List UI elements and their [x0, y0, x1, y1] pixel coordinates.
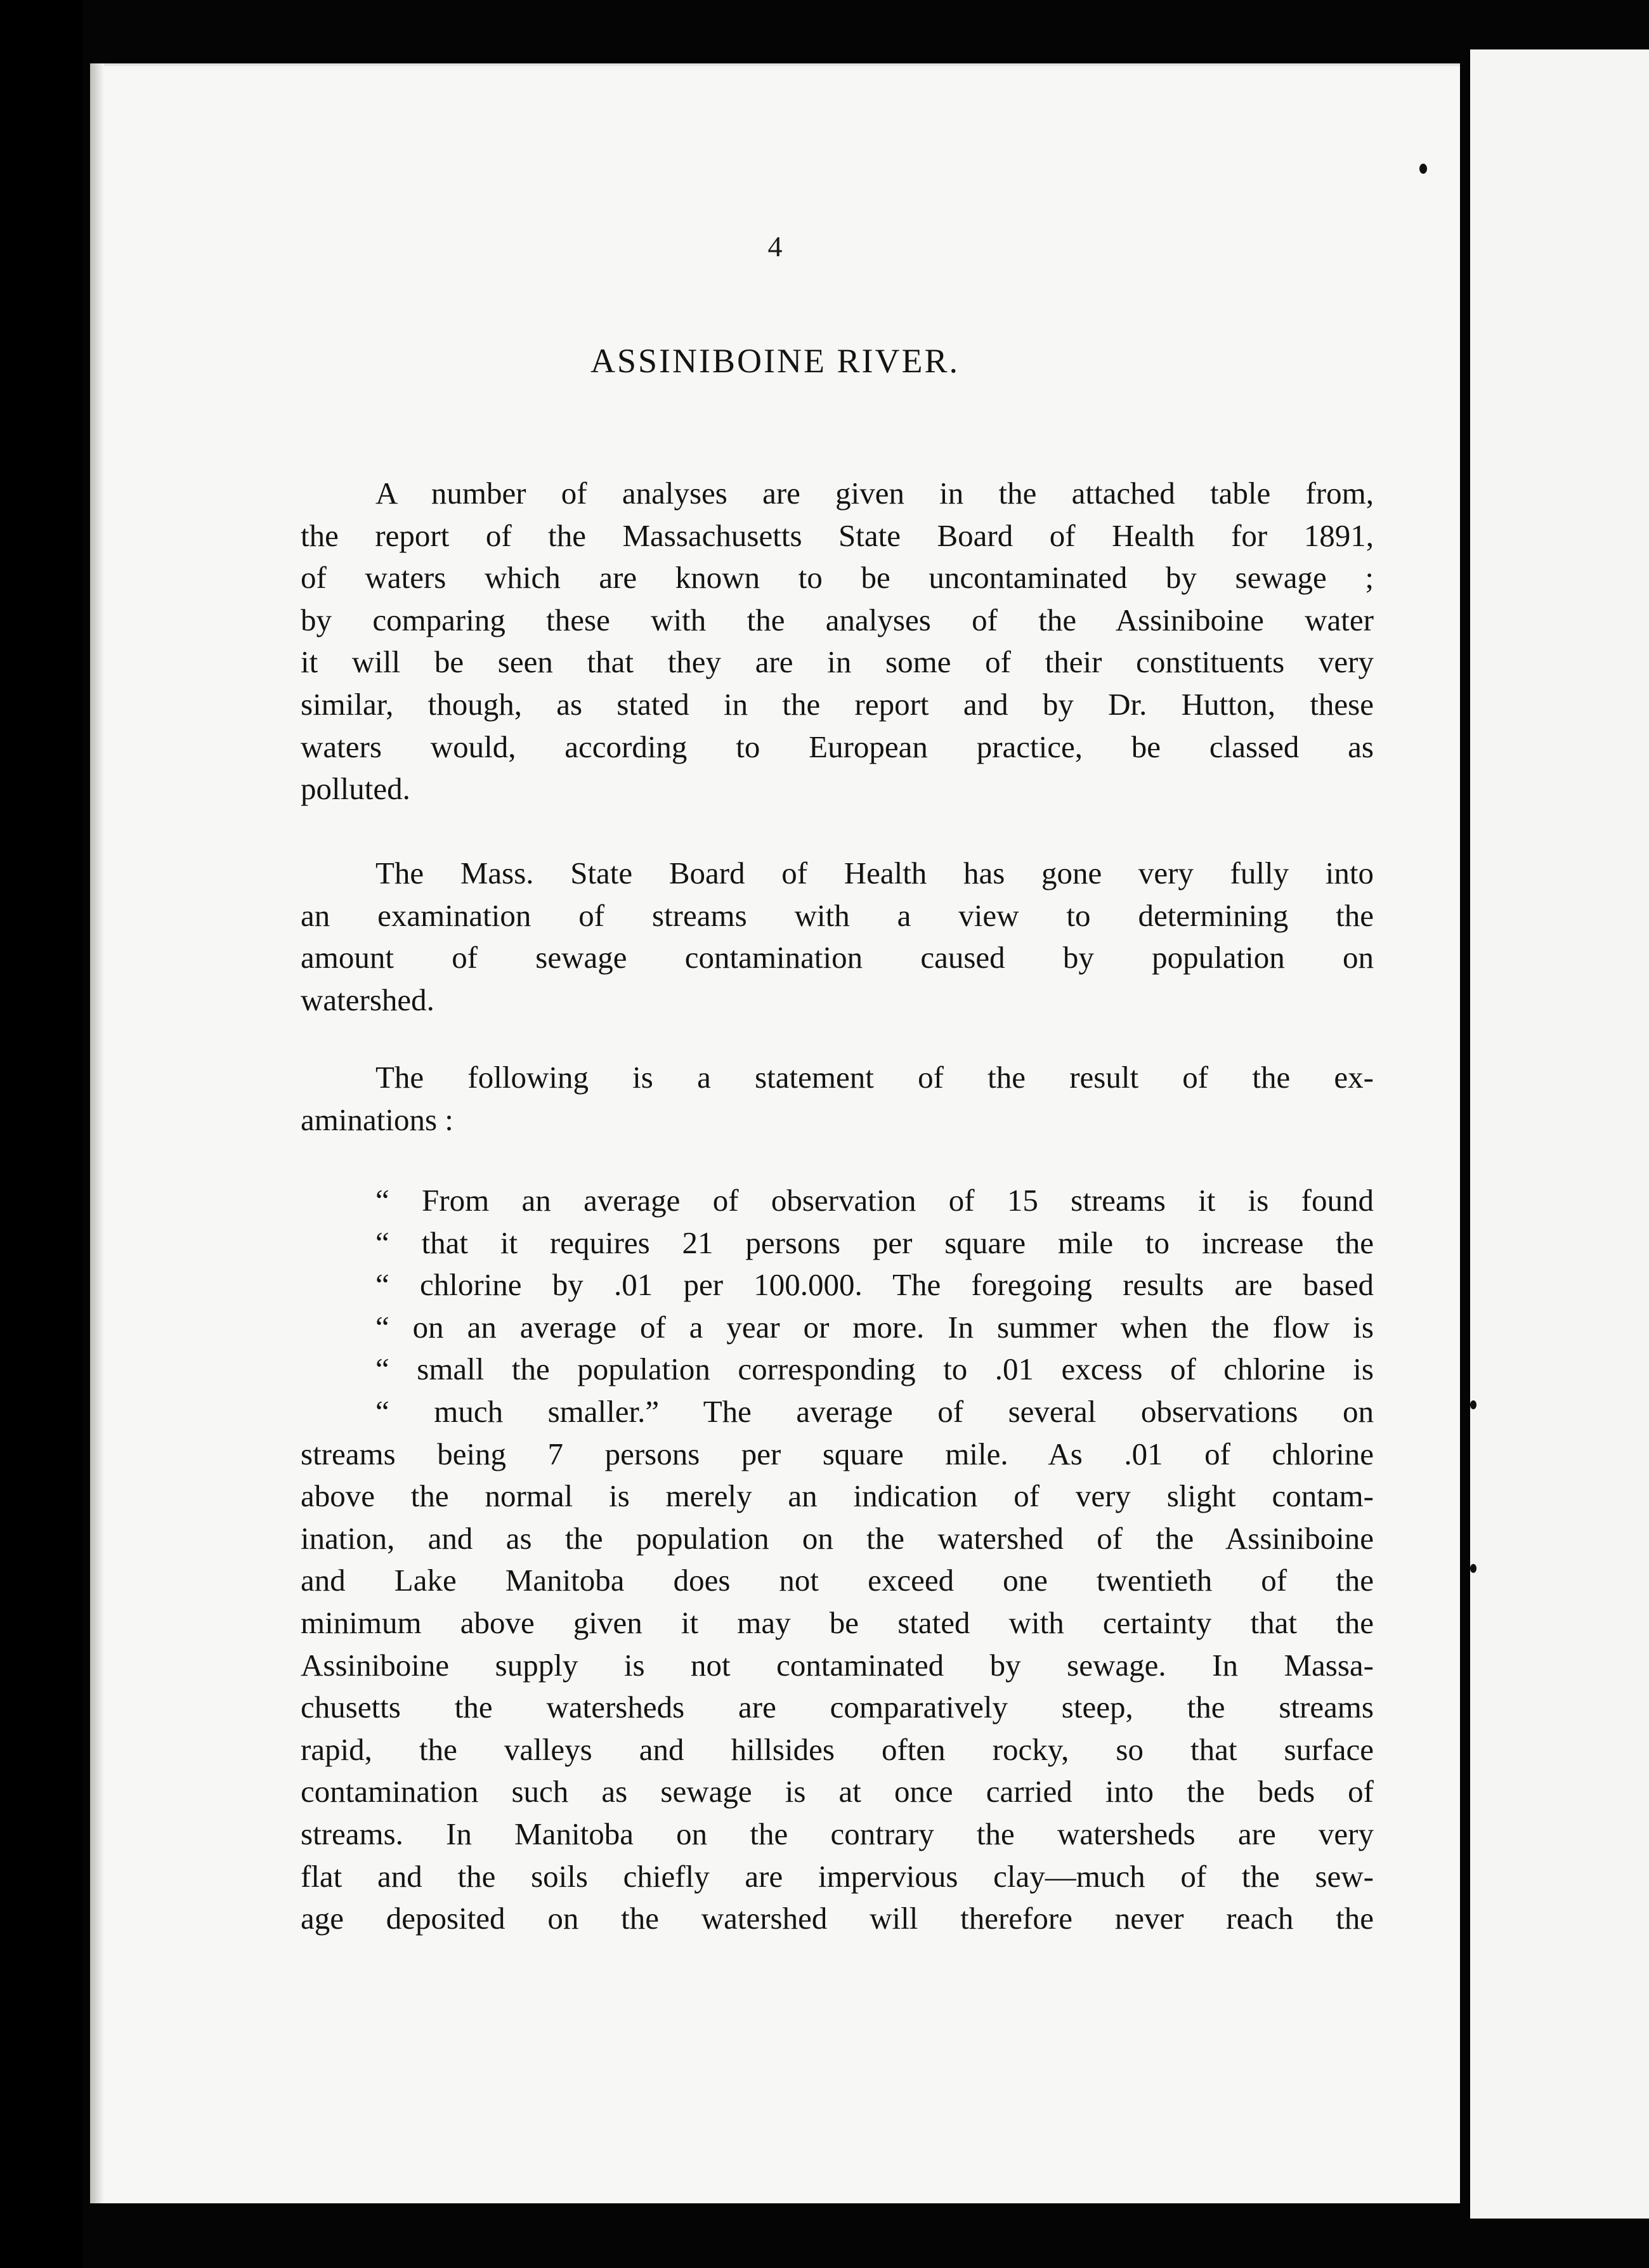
facing-page-edge [1470, 49, 1649, 2219]
text-line: streams being 7 persons per square mile. As .01 of chlorine [301, 1436, 1374, 1471]
text-line: “ on an average of a year or more. In summer when the flow is [375, 1309, 1374, 1345]
text-line: waters would, according to European practice, be classed as [301, 729, 1374, 764]
text-line: flat and the soils chiefly are impervious clay—much of the sew- [301, 1858, 1374, 1894]
text-line: “ From an average of observation of 15 streams it is found [375, 1183, 1374, 1218]
ink-speck [1470, 1400, 1476, 1409]
text-line: polluted. [301, 771, 410, 807]
text-line: streams. In Manitoba on the contrary the watersheds are very [301, 1816, 1374, 1851]
text-line: age deposited on the watershed will therefore never reach the [301, 1901, 1374, 1936]
text-line: of waters which are known to be uncontaminated by sewage ; [301, 560, 1374, 596]
paragraph-mass-board [301, 852, 1374, 1021]
text-line: The following is a statement of the result of the ex- [375, 1060, 1374, 1095]
paragraph-quotation [301, 1180, 1374, 1940]
text-line: “ chlorine by .01 per 100.000. The foregoing results are based [375, 1267, 1374, 1303]
document-page [90, 63, 1460, 2203]
text-line: and Lake Manitoba does not exceed one twentieth of the [301, 1563, 1374, 1598]
paragraph-intro [301, 472, 1374, 811]
text-line: watershed. [301, 982, 434, 1017]
text-line: “ that it requires 21 persons per square mile to increase the [375, 1225, 1374, 1260]
text-line: aminations : [301, 1102, 453, 1137]
text-line: amount of sewage contamination caused by population on [301, 940, 1374, 975]
ink-speck [1470, 1564, 1476, 1573]
text-line: Assiniboine supply is not contaminated by sewage. In Massa- [301, 1647, 1374, 1683]
text-line: contamination such as sewage is at once carried into the beds of [301, 1774, 1374, 1809]
page-number: 4 [767, 230, 783, 263]
text-line: similar, though, as stated in the report and by Dr. Hutton, these [301, 686, 1374, 722]
text-line: “ small the population corresponding to .01 excess of chlorine is [375, 1352, 1374, 1387]
text-line: chusetts the watersheds are comparatively steep, the streams [301, 1690, 1374, 1725]
text-line: minimum above given it may be stated with certainty that the [301, 1605, 1374, 1640]
ink-speck [1419, 164, 1427, 174]
paragraph-statement [301, 1057, 1374, 1141]
text-line: The Mass. State Board of Health has gone very fully into [375, 856, 1374, 890]
text-line: the report of the Massachusetts State Board of Health for 1891, [301, 518, 1374, 553]
text-line: A number of analyses are given in the attached table from, [375, 476, 1374, 511]
scan-border-left [0, 0, 82, 2268]
section-heading: ASSINIBOINE RIVER. [590, 342, 960, 380]
text-line: rapid, the valleys and hillsides often rocky, so that surface [301, 1731, 1374, 1767]
text-line: by comparing these with the analyses of the Assiniboine water [301, 602, 1374, 637]
text-line: an examination of streams with a view to determining the [301, 897, 1374, 933]
text-line: “ much smaller.” The average of several observations on [375, 1393, 1374, 1429]
text-line: it will be seen that they are in some of their constituents very [301, 644, 1374, 680]
text-line: above the normal is merely an indication of very slight contam- [301, 1478, 1374, 1514]
text-line: ination, and as the population on the watershed of the Assiniboine [301, 1520, 1374, 1556]
